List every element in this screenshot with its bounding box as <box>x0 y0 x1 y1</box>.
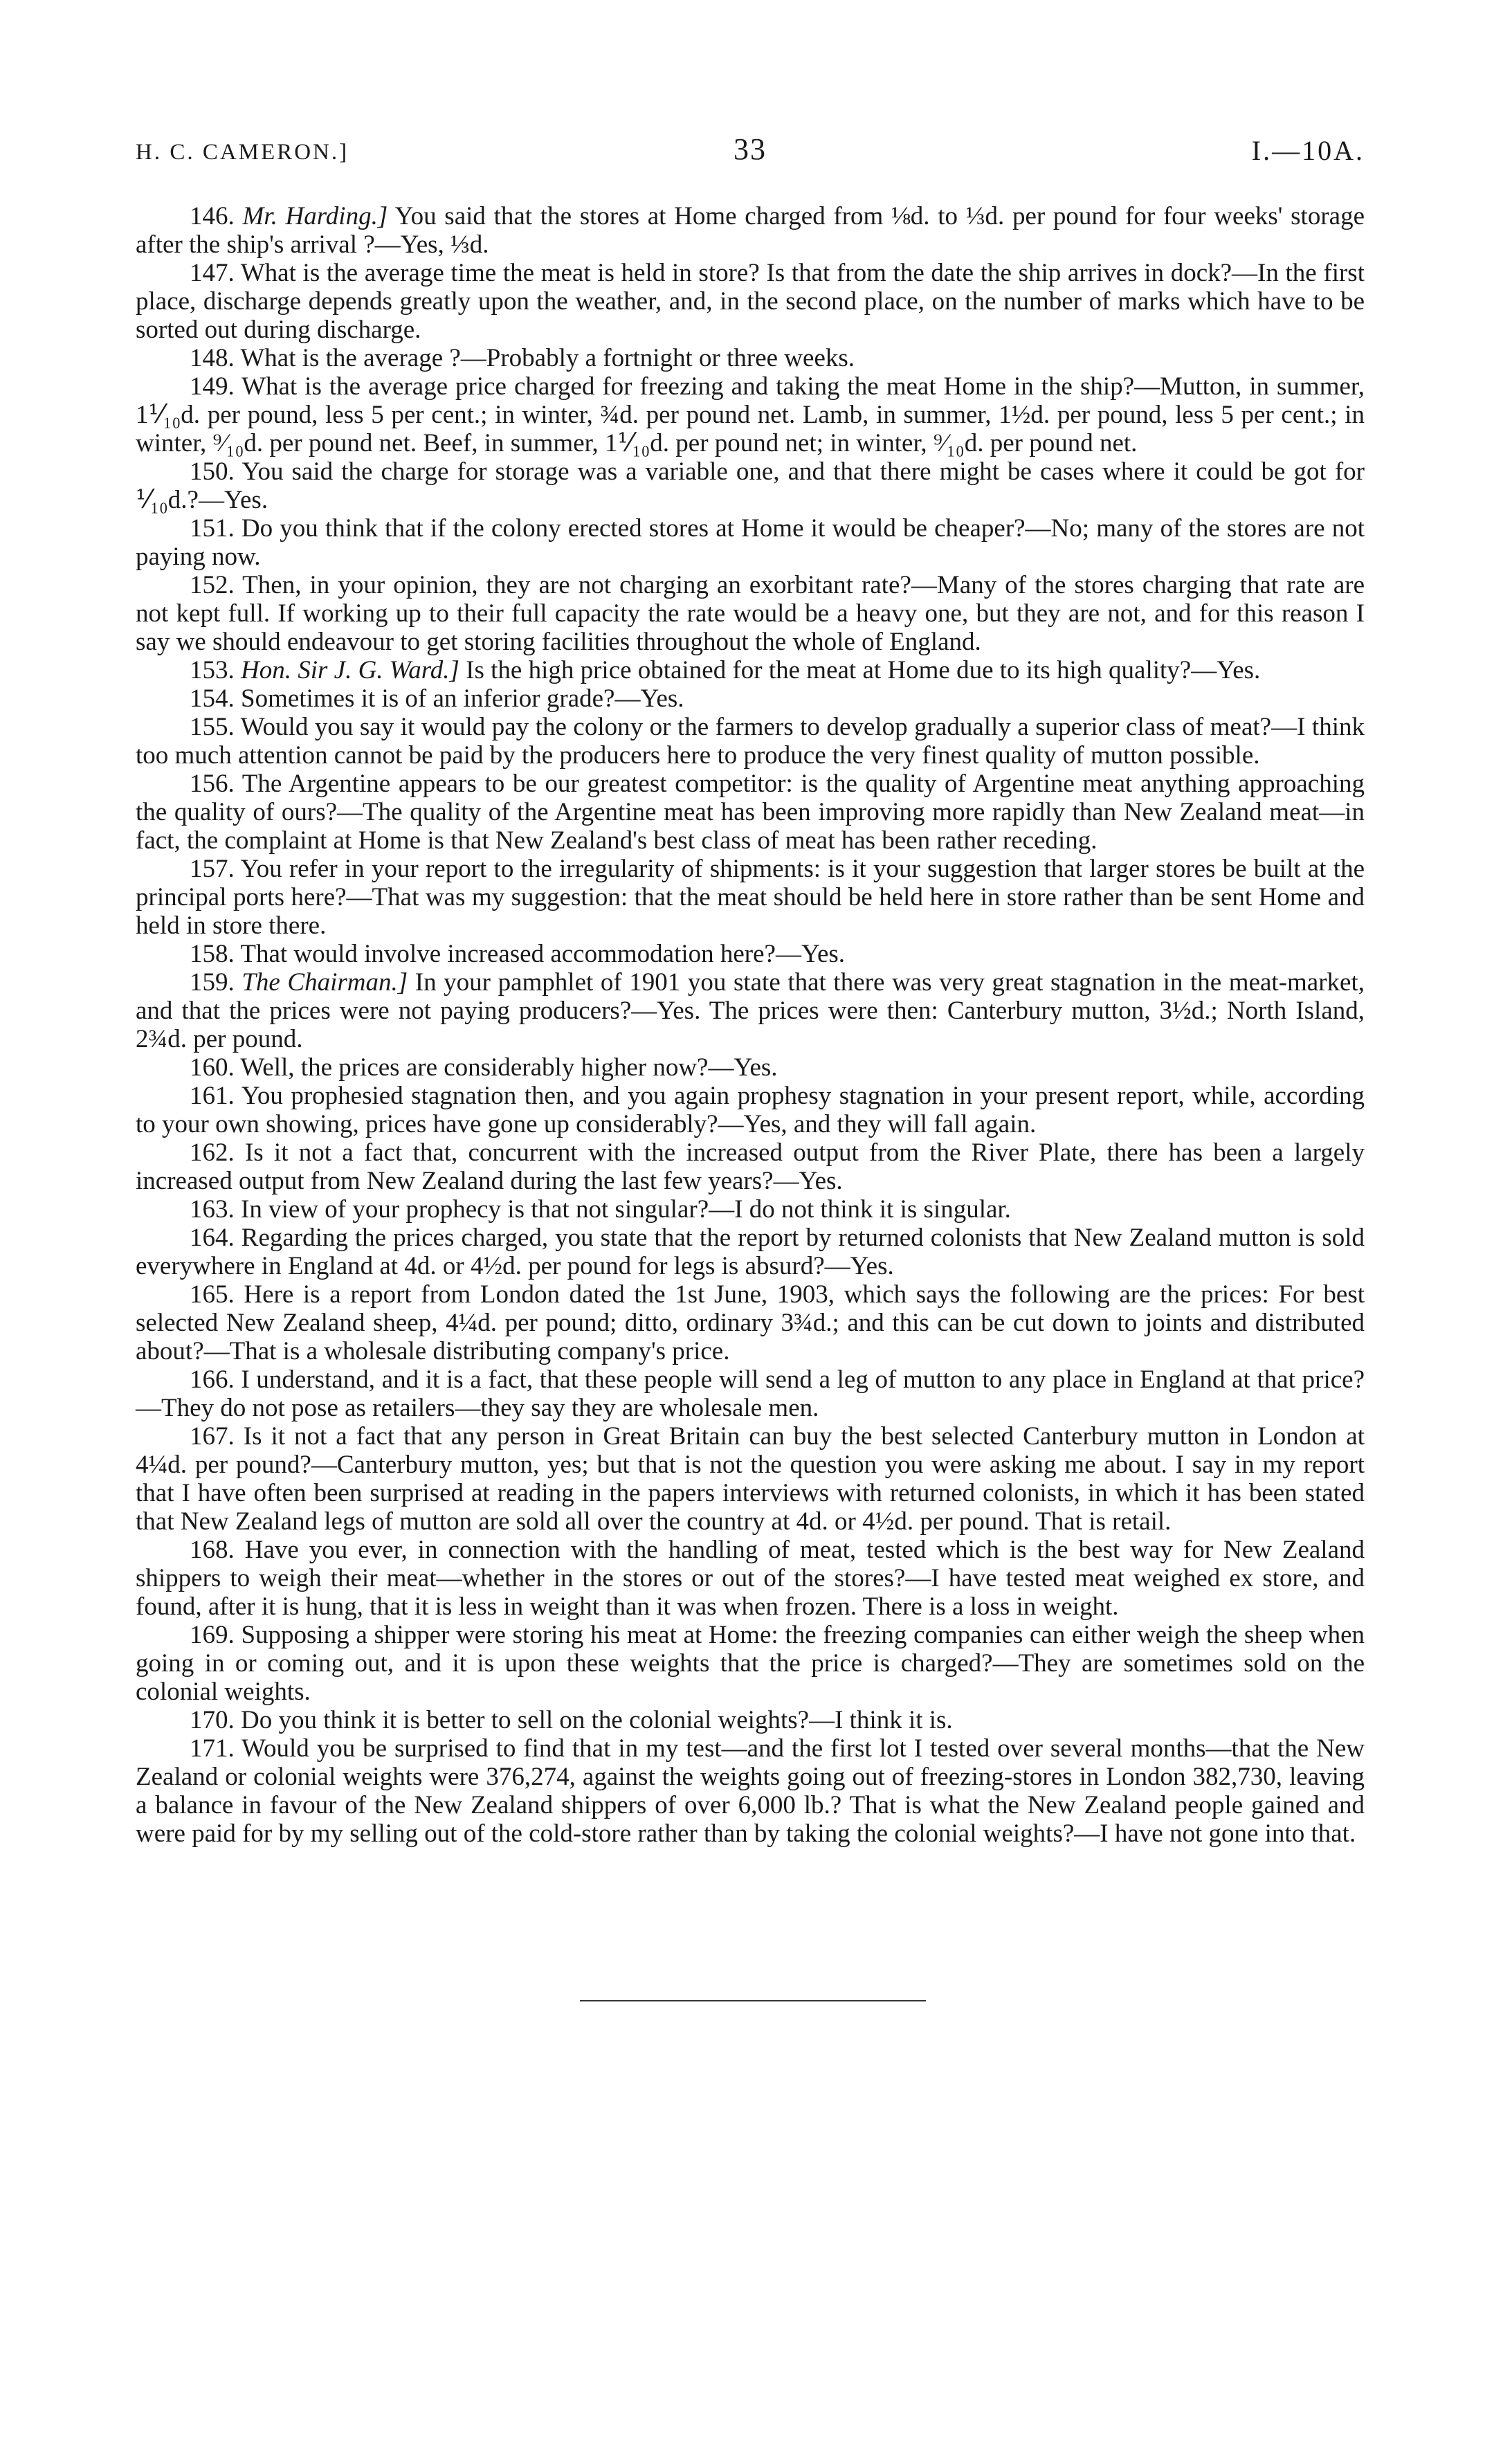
question-answer-text: I understand, and it is a fact, that these people will send a leg of mutton to any place in England at that price?—They do not pose as retailers—they say they are wholesale men. <box>136 1365 1365 1422</box>
question-number: 164. <box>190 1224 235 1252</box>
evidence-paragraph <box>136 1621 1365 1706</box>
evidence-paragraph <box>136 656 1365 684</box>
evidence-text <box>136 202 1365 1848</box>
question-answer-text: You prophesied stagnation then, and you again prophesy stagnation in your present report, while, according to your own showing, prices have gone up considerably?—Yes, and they will fall again. <box>136 1082 1365 1138</box>
question-answer-text: Here is a report from London dated the 1st June, 1903, which says the following are the prices: For best selected New Zealand sheep, 4¼d. per pound; ditto, ordinary 3¾d.; and this can be cut down to joints and distributed about?—That is a wholesale distributing company's price. <box>136 1280 1365 1365</box>
evidence-paragraph <box>136 344 1365 372</box>
evidence-paragraph <box>136 684 1365 713</box>
evidence-paragraph <box>136 457 1365 514</box>
question-number: 146. <box>190 202 235 230</box>
question-number: 150. <box>190 457 235 486</box>
question-number: 163. <box>190 1195 235 1224</box>
evidence-paragraph <box>136 372 1365 457</box>
evidence-paragraph <box>136 202 1365 259</box>
evidence-paragraph <box>136 1422 1365 1536</box>
evidence-paragraph <box>136 1224 1365 1280</box>
question-number: 160. <box>190 1053 235 1082</box>
speaker-name: The Chairman.] <box>242 968 408 997</box>
question-answer-text: Is it not a fact that any person in Great Britain can buy the best selected Canterbury mutton in London at 4¼d. per pound?—Canterbury mutton, yes; but that is not the question you were asking me about. I say in my report that I have often been surprised at reading in the papers interviews with returned colonists, in which it has been stated that New Zealand legs of mutton are sold all over the country at 4d. or 4½d. per pound. That is retail. <box>136 1422 1365 1536</box>
question-number: 168. <box>190 1536 235 1564</box>
question-answer-text: You said the charge for storage was a variable one, and that there might be cases where it could be got for ⅟₁₀d.?—Yes. <box>136 457 1365 514</box>
question-number: 151. <box>190 514 235 543</box>
question-answer-text: Sometimes it is of an inferior grade?—Yes. <box>241 684 684 713</box>
question-number: 157. <box>190 855 235 883</box>
question-answer-text: Well, the prices are considerably higher now?—Yes. <box>240 1053 778 1082</box>
question-number: 153. <box>190 656 235 684</box>
question-number: 156. <box>190 770 235 798</box>
question-answer-text: You refer in your report to the irregularity of shipments: is it your suggestion that larger stores be built at the principal ports here?—That was my suggestion: that the meat should be held here in store rather than be sent Home and held in store there. <box>136 855 1365 940</box>
running-head <box>136 131 1365 173</box>
evidence-paragraph <box>136 1053 1365 1082</box>
question-number: 147. <box>190 259 235 287</box>
question-answer-text: Regarding the prices charged, you state that the report by returned colonists that New Zealand mutton is sold everywhere in England at 4d. or 4½d. per pound for legs is absurd?—Yes. <box>136 1224 1365 1280</box>
question-number: 171. <box>190 1734 235 1763</box>
question-answer-text: Have you ever, in connection with the handling of meat, tested which is the best way for New Zealand shippers to weigh their meat—whether in the stores or out of the stores?—I have tested meat weighed ex store, and found, after it is hung, that it is less in weight than it was when frozen. There is a loss in weight. <box>136 1536 1365 1621</box>
witness-name: H. C. CAMERON.] <box>136 140 349 165</box>
question-answer-text: The Argentine appears to be our greatest competitor: is the quality of Argentine meat anything approaching the quality of ours?—The quality of the Argentine meat has been improving more rapidly than New Zealand meat—in fact, the complaint at Home is that New Zealand's best class of meat has been rather receding. <box>136 770 1365 855</box>
evidence-paragraph <box>136 571 1365 656</box>
question-answer-text: What is the average time the meat is held in store? Is that from the date the ship arrives in dock?—In the first place, discharge depends greatly upon the weather, and, in the second place, on the number of marks which have to be sorted out during discharge. <box>136 259 1365 344</box>
question-answer-text: What is the average price charged for freezing and taking the meat Home in the ship?—Mutton, in summer, 1⅟₁₀d. per pound, less 5 per cent.; in winter, ¾d. per pound net. Lamb, in summer, 1½d. per pound, less 5 per cent.; in winter, ⁹⁄₁₀d. per pound net. Beef, in summer, 1⅟₁₀d. per pound net; in winter, ⁹⁄₁₀d. per pound net. <box>136 372 1365 457</box>
question-answer-text: That would involve increased accommodation here?—Yes. <box>240 940 846 968</box>
question-number: 162. <box>190 1138 235 1167</box>
evidence-paragraph <box>136 940 1365 968</box>
question-number: 161. <box>190 1082 235 1110</box>
question-number: 166. <box>190 1365 235 1394</box>
question-answer-text: In your pamphlet of 1901 you state that there was very great stagnation in the meat-market, and that the prices were not paying producers?—Yes. The prices were then: Canterbury mutton, 3½d.; North Island, 2¾d. per pound. <box>136 968 1365 1053</box>
evidence-paragraph <box>136 1734 1365 1848</box>
evidence-paragraph <box>136 514 1365 571</box>
evidence-paragraph <box>136 1365 1365 1422</box>
section-divider <box>580 2000 926 2001</box>
paper-reference: I.—10A. <box>1251 135 1365 166</box>
evidence-paragraph <box>136 855 1365 940</box>
question-answer-text: In view of your prophecy is that not singular?—I do not think it is singular. <box>241 1195 1011 1224</box>
evidence-paragraph <box>136 1138 1365 1195</box>
evidence-paragraph <box>136 259 1365 344</box>
question-answer-text: What is the average ?—Probably a fortnight or three weeks. <box>240 344 855 372</box>
question-number: 159. <box>190 968 235 997</box>
evidence-paragraph <box>136 1280 1365 1365</box>
question-answer-text: You said that the stores at Home charged from ⅛d. to ⅓d. per pound for four weeks' storage after the ship's arrival ?—Yes, ⅓d. <box>136 202 1365 259</box>
question-number: 155. <box>190 713 235 741</box>
question-answer-text: Then, in your opinion, they are not charging an exorbitant rate?—Many of the stores charging that rate are not kept full. If working up to their full capacity the rate would be a heavy one, but they are not, and for this reason I say we should endeavour to get storing facilities throughout the whole of England. <box>136 571 1365 656</box>
speaker-name: Mr. Harding.] <box>242 202 388 230</box>
evidence-paragraph <box>136 1536 1365 1621</box>
evidence-paragraph <box>136 713 1365 770</box>
question-number: 149. <box>190 372 235 401</box>
speaker-name: Hon. Sir J. G. Ward.] <box>241 656 459 684</box>
question-number: 167. <box>190 1422 235 1451</box>
question-number: 148. <box>190 344 235 372</box>
question-answer-text: Is it not a fact that, concurrent with the increased output from the River Plate, there has been a largely increased output from New Zealand during the last few years?—Yes. <box>136 1138 1365 1195</box>
page-number: 33 <box>734 132 767 166</box>
question-answer-text: Would you say it would pay the colony or the farmers to develop gradually a superior class of meat?—I think too much attention cannot be paid by the producers here to produce the very finest quality of mutton possible. <box>136 713 1365 770</box>
question-answer-text: Is the high price obtained for the meat at Home due to its high quality?—Yes. <box>459 656 1261 684</box>
question-answer-text: Supposing a shipper were storing his meat at Home: the freezing companies can either weigh the sheep when going in or coming out, and it is upon these weights that the price is charged?—They are sometimes sold on the colonial weights. <box>136 1621 1365 1706</box>
question-number: 170. <box>190 1706 235 1734</box>
question-answer-text: Would you be surprised to find that in my test—and the first lot I tested over several months—that the New Zealand or colonial weights were 376,274, against the weights going out of freezing-stores in London 382,730, leaving a balance in favour of the New Zealand shippers of over 6,000 lb.? That is what the New Zealand people gained and were paid for by my selling out of the cold-store rather than by taking the colonial weights?—I have not gone into that. <box>136 1734 1365 1848</box>
evidence-paragraph <box>136 1082 1365 1138</box>
question-number: 152. <box>190 571 235 599</box>
question-number: 169. <box>190 1621 235 1649</box>
evidence-paragraph <box>136 1195 1365 1224</box>
question-number: 158. <box>190 940 235 968</box>
question-answer-text: Do you think it is better to sell on the colonial weights?—I think it is. <box>241 1706 953 1734</box>
question-answer-text: Do you think that if the colony erected stores at Home it would be cheaper?—No; many of the stores are not paying now. <box>136 514 1365 571</box>
evidence-paragraph <box>136 1706 1365 1734</box>
question-number: 154. <box>190 684 235 713</box>
evidence-paragraph <box>136 968 1365 1053</box>
evidence-paragraph <box>136 770 1365 855</box>
question-number: 165. <box>190 1280 235 1309</box>
